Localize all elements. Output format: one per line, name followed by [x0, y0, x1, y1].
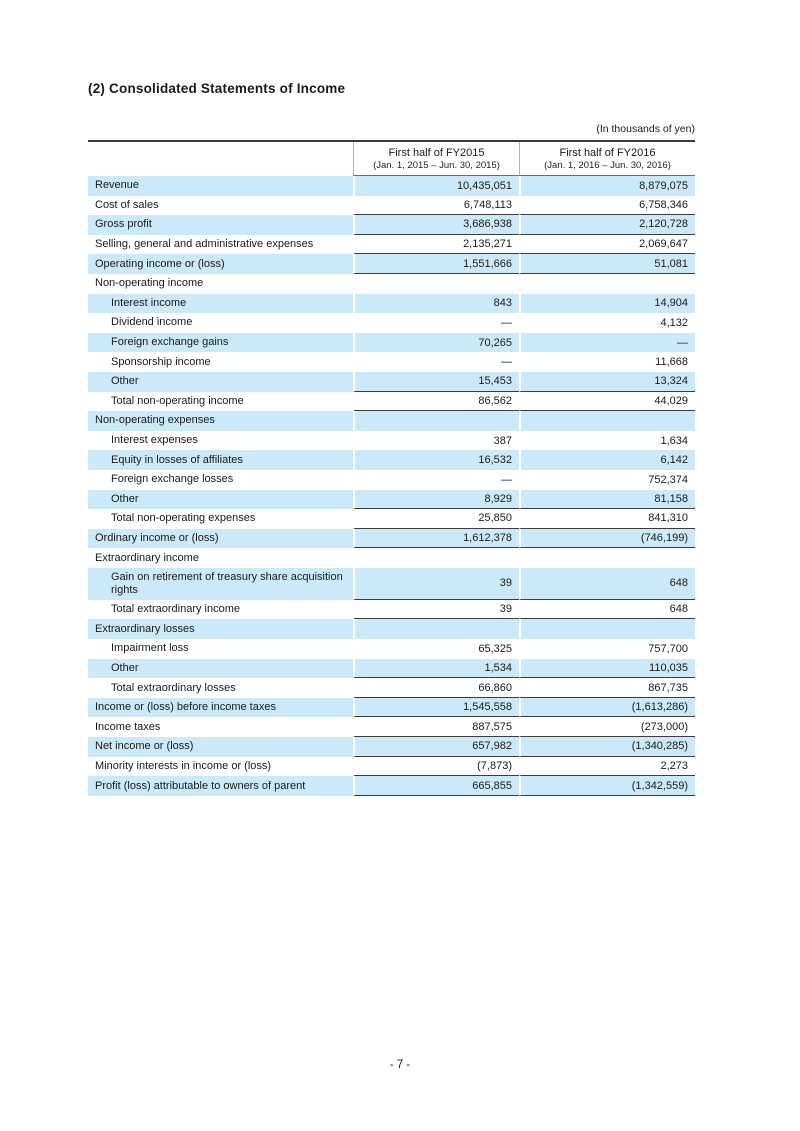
table-row: [88, 411, 695, 431]
value-fy2016: 757,700: [519, 639, 695, 659]
value-fy2015: [353, 619, 519, 639]
row-label: Non-operating income: [95, 277, 204, 290]
row-label: Profit (loss) attributable to owners of parent: [88, 776, 353, 796]
row-label: Total extraordinary income: [111, 603, 241, 616]
row-label: Selling, general and administrative expenses: [95, 238, 314, 251]
value-fy2015: 1,534: [353, 659, 519, 679]
value-fy2015: 6,748,113: [353, 196, 519, 216]
value-fy2016: 867,735: [519, 678, 695, 698]
value-fy2016: 2,273: [519, 757, 695, 777]
value-fy2016: 81,158: [519, 490, 695, 510]
table-row: [88, 678, 695, 698]
value-fy2016: 6,142: [519, 450, 695, 470]
row-label: Income taxes: [95, 720, 161, 733]
value-fy2016: (1,613,286): [519, 698, 695, 718]
value-fy2016: 648: [519, 600, 695, 620]
row-label: Interest expenses: [111, 434, 198, 447]
value-fy2015: [353, 548, 519, 568]
row-label: Interest income: [88, 294, 353, 314]
value-fy2016: 8,879,075: [519, 176, 695, 196]
value-fy2016: 841,310: [519, 509, 695, 529]
value-fy2015: 39: [353, 568, 519, 600]
value-fy2016: 752,374: [519, 470, 695, 490]
value-fy2016: 14,904: [519, 294, 695, 314]
value-fy2016: [519, 411, 695, 431]
table-row: [88, 450, 695, 470]
value-fy2015: 39: [353, 600, 519, 620]
value-fy2016: 110,035: [519, 659, 695, 679]
value-fy2015: 1,545,558: [353, 698, 519, 718]
value-fy2016: (1,342,559): [519, 776, 695, 796]
value-fy2016: —: [519, 333, 695, 353]
table-row: [88, 294, 695, 314]
value-fy2015: 70,265: [353, 333, 519, 353]
row-label: Foreign exchange losses: [111, 473, 234, 486]
table-row: [88, 509, 695, 529]
table-row: [88, 333, 695, 353]
value-fy2016: 51,081: [519, 254, 695, 274]
row-label: Other: [88, 659, 353, 679]
value-fy2016: 11,668: [519, 352, 695, 372]
value-fy2016: 1,634: [519, 431, 695, 451]
column-subtitle: (Jan. 1, 2016 – Jun. 30, 2016): [544, 160, 671, 171]
header-label-spacer: [88, 142, 353, 176]
value-fy2015: 2,135,271: [353, 235, 519, 255]
table-row: [88, 215, 695, 235]
table-row: [88, 698, 695, 718]
income-statement-table: [88, 140, 695, 796]
page-title: (2) Consolidated Statements of Income: [88, 81, 346, 96]
table-row: [88, 529, 695, 549]
value-fy2016: (1,340,285): [519, 737, 695, 757]
table-row: [88, 548, 695, 568]
row-label: Revenue: [88, 176, 353, 196]
value-fy2015: 86,562: [353, 392, 519, 412]
value-fy2015: 8,929: [353, 490, 519, 510]
table-row: [88, 470, 695, 490]
row-label: Equity in losses of affiliates: [88, 450, 353, 470]
table-row: [88, 235, 695, 255]
table-row: [88, 392, 695, 412]
table-row: [88, 352, 695, 372]
unit-note: (In thousands of yen): [596, 123, 695, 135]
row-label: Other: [88, 490, 353, 510]
value-fy2016: (273,000): [519, 717, 695, 737]
table-row: [88, 659, 695, 679]
value-fy2015: 843: [353, 294, 519, 314]
value-fy2016: 44,029: [519, 392, 695, 412]
table-row: [88, 372, 695, 392]
column-subtitle: (Jan. 1, 2015 – Jun. 30, 2015): [373, 160, 500, 171]
value-fy2016: 13,324: [519, 372, 695, 392]
table-row: [88, 776, 695, 796]
row-label: Impairment loss: [111, 642, 189, 655]
table-row: [88, 490, 695, 510]
table-row: [88, 639, 695, 659]
table-body: [88, 176, 695, 796]
table-row: [88, 176, 695, 196]
row-label: Income or (loss) before income taxes: [88, 698, 353, 718]
value-fy2015: —: [353, 313, 519, 333]
row-label: Gross profit: [88, 215, 353, 235]
value-fy2015: [353, 274, 519, 294]
row-label: Total non-operating expenses: [111, 512, 256, 525]
value-fy2015: 16,532: [353, 450, 519, 470]
value-fy2015: 25,850: [353, 509, 519, 529]
table-row: [88, 431, 695, 451]
value-fy2016: (746,199): [519, 529, 695, 549]
table-row: [88, 757, 695, 777]
table-row: [88, 737, 695, 757]
value-fy2015: —: [353, 470, 519, 490]
value-fy2015: [353, 411, 519, 431]
column-title: First half of FY2016: [559, 147, 656, 159]
value-fy2016: 2,120,728: [519, 215, 695, 235]
row-label: Operating income or (loss): [88, 254, 353, 274]
column-title: First half of FY2015: [388, 147, 485, 159]
column-header-fy2015: [353, 142, 519, 176]
value-fy2015: 66,860: [353, 678, 519, 698]
column-header-fy2016: [519, 142, 695, 176]
row-label: Minority interests in income or (loss): [95, 759, 272, 772]
value-fy2015: 387: [353, 431, 519, 451]
value-fy2016: 4,132: [519, 313, 695, 333]
value-fy2015: 665,855: [353, 776, 519, 796]
value-fy2015: 10,435,051: [353, 176, 519, 196]
table-row: [88, 254, 695, 274]
row-label: Extraordinary losses: [88, 619, 353, 639]
row-label: Other: [88, 372, 353, 392]
value-fy2016: 2,069,647: [519, 235, 695, 255]
table-row: [88, 313, 695, 333]
value-fy2015: 1,551,666: [353, 254, 519, 274]
value-fy2015: (7,873): [353, 757, 519, 777]
row-label: Net income or (loss): [88, 737, 353, 757]
row-label: Ordinary income or (loss): [88, 529, 353, 549]
value-fy2016: [519, 274, 695, 294]
table-header-row: [88, 142, 695, 176]
value-fy2016: [519, 619, 695, 639]
value-fy2015: 1,612,378: [353, 529, 519, 549]
table-row: [88, 196, 695, 216]
row-label: Cost of sales: [95, 198, 159, 211]
row-label: Total non-operating income: [111, 394, 244, 407]
value-fy2015: —: [353, 352, 519, 372]
value-fy2015: 3,686,938: [353, 215, 519, 235]
value-fy2015: 65,325: [353, 639, 519, 659]
table-row: [88, 600, 695, 620]
table-row: [88, 568, 695, 600]
value-fy2016: [519, 548, 695, 568]
value-fy2016: 648: [519, 568, 695, 600]
row-label: Gain on retirement of treasury share acquisition rights: [88, 568, 353, 600]
value-fy2015: 657,982: [353, 737, 519, 757]
page-number: - 7 -: [389, 1059, 411, 1071]
row-label: Foreign exchange gains: [88, 333, 353, 353]
table-row: [88, 274, 695, 294]
table-row: [88, 619, 695, 639]
row-label: Sponsorship income: [111, 355, 211, 368]
value-fy2016: 6,758,346: [519, 196, 695, 216]
value-fy2015: 887,575: [353, 717, 519, 737]
value-fy2015: 15,453: [353, 372, 519, 392]
row-label: Extraordinary income: [95, 551, 199, 564]
row-label: Dividend income: [111, 316, 193, 329]
table-row: [88, 717, 695, 737]
row-label: Total extraordinary losses: [111, 681, 236, 694]
row-label: Non-operating expenses: [88, 411, 353, 431]
